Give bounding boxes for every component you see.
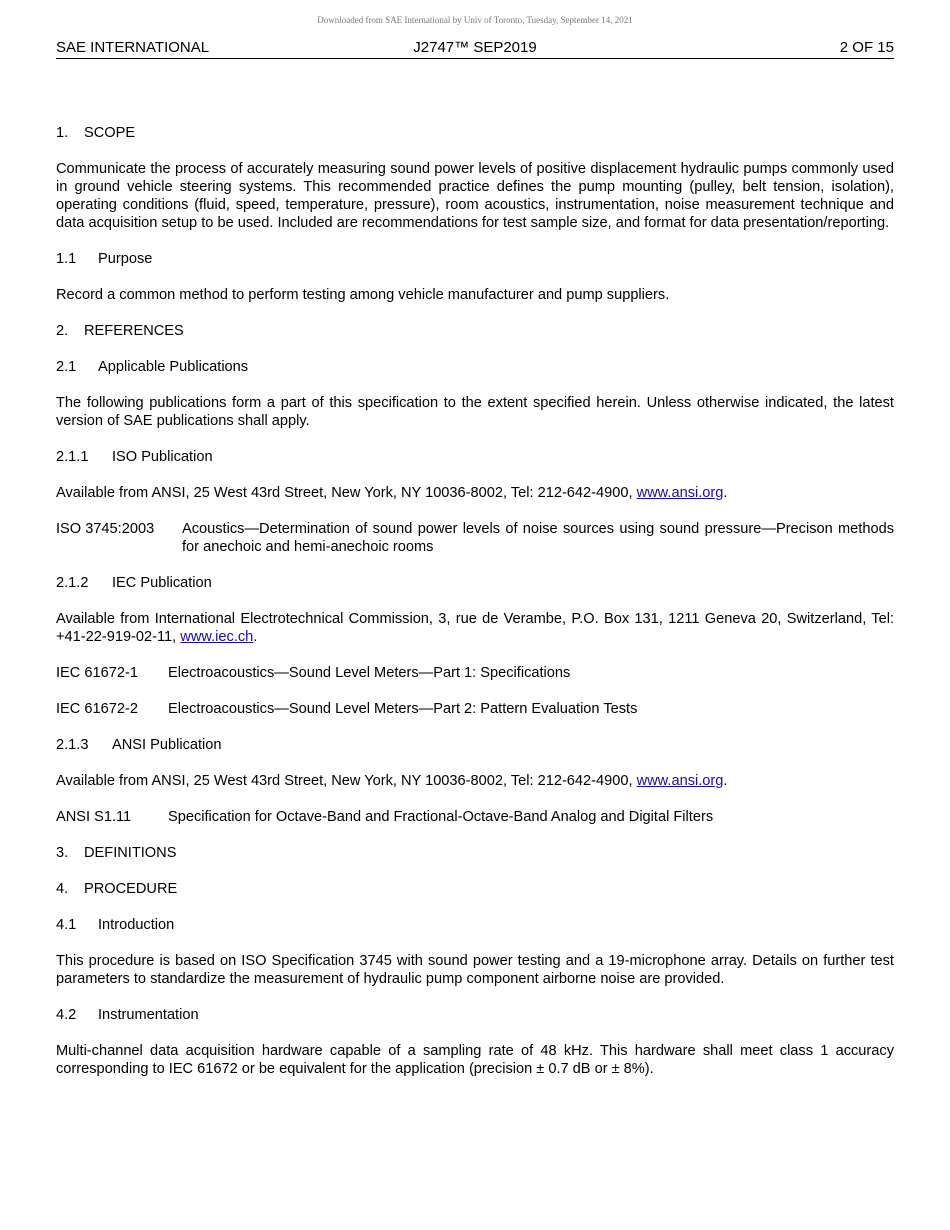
section-title: DEFINITIONS [84, 845, 177, 861]
section-2-heading [56, 322, 894, 340]
scope-paragraph: Communicate the process of accurately measuring sound power levels of positive displacement hydraulic pumps commonly used in ground vehicle steering systems. This recommended practice defines the pump mounting (pulley, belt tension, isolation), operating conditions (fluid, speed, temperature, pressure), room acoustics, instrumentation, noise measurement technique and data acquisition setup to be used. Included are recommendations for test sample size, and format for data presentation/reporting. [56, 161, 894, 231]
download-watermark: Downloaded from SAE International by Univ of Toronto, Tuesday, September 14, 2021 [317, 15, 633, 25]
reference-entry [56, 700, 894, 718]
section-title: Introduction [98, 917, 175, 933]
section-2-1-1-heading [56, 448, 894, 466]
availability-suffix: . [253, 629, 258, 645]
section-title: Purpose [98, 251, 153, 267]
section-4-2-heading [56, 1006, 894, 1024]
section-number: 4.1 [56, 917, 77, 933]
section-title: ISO Publication [112, 449, 213, 465]
applicable-publications-paragraph: The following publications form a part of this specification to the extent specified herein. Unless otherwise indicated, the latest version of SAE publications shall apply. [56, 395, 894, 429]
reference-code: ISO 3745:2003 [56, 521, 155, 537]
section-title: PROCEDURE [84, 881, 178, 897]
section-2-1-3-heading [56, 736, 894, 754]
section-number: 2.1.2 [56, 575, 89, 591]
section-1-heading [56, 124, 894, 142]
section-3-heading [56, 844, 894, 862]
header-document-id: J2747™ SEP2019 [413, 39, 537, 56]
iso-availability [56, 484, 894, 502]
section-number: 2.1 [56, 359, 77, 375]
availability-suffix: . [723, 485, 728, 501]
availability-text: Available from ANSI, 25 West 43rd Street, New York, NY 10036-8002, Tel: 212-642-4900, [56, 773, 637, 789]
section-number: 1. [56, 125, 69, 141]
page-header [56, 38, 894, 59]
reference-title: Electroacoustics—Sound Level Meters—Part 2: Pattern Evaluation Tests [168, 701, 638, 717]
section-number: 1.1 [56, 251, 77, 267]
reference-entry [56, 664, 894, 682]
section-title: IEC Publication [112, 575, 212, 591]
document-body [56, 124, 894, 1096]
section-title: Instrumentation [98, 1007, 199, 1023]
reference-code: IEC 61672-2 [56, 701, 138, 717]
reference-code: ANSI S1.11 [56, 809, 132, 825]
section-title: SCOPE [84, 125, 136, 141]
header-page-number: 2 OF 15 [839, 39, 894, 56]
ansi-availability [56, 772, 894, 790]
reference-entry [56, 520, 894, 556]
section-title: Applicable Publications [98, 359, 249, 375]
section-4-heading [56, 880, 894, 898]
availability-suffix: . [723, 773, 728, 789]
ansi-link[interactable]: www.ansi.org [636, 773, 724, 789]
section-number: 2.1.1 [56, 449, 89, 465]
reference-title: Specification for Octave-Band and Fractional-Octave-Band Analog and Digital Filters [168, 809, 714, 825]
reference-code: IEC 61672-1 [56, 665, 138, 681]
section-4-1-heading [56, 916, 894, 934]
instrumentation-paragraph: Multi-channel data acquisition hardware capable of a sampling rate of 48 kHz. This hardware shall meet class 1 accuracy corresponding to IEC 61672 or be equivalent for the application (precision ± 0.7 dB or ± 8%). [56, 1043, 894, 1077]
section-number: 4.2 [56, 1007, 77, 1023]
section-number: 2. [56, 323, 69, 339]
section-number: 2.1.3 [56, 737, 89, 753]
section-2-1-2-heading [56, 574, 894, 592]
purpose-paragraph: Record a common method to perform testing among vehicle manufacturer and pump suppliers. [56, 287, 670, 303]
ansi-link[interactable]: www.ansi.org [636, 485, 724, 501]
iec-link[interactable]: www.iec.ch [180, 629, 254, 645]
section-title: REFERENCES [84, 323, 184, 339]
section-1-1-heading [56, 250, 894, 268]
section-number: 3. [56, 845, 69, 861]
availability-text: Available from International Electrotechnical Commission, 3, rue de Verambe, P.O. Box 131, 1211 Geneva 20, Switzerland, Tel: +41-22-919-02-11, [56, 611, 894, 645]
section-number: 4. [56, 881, 69, 897]
reference-title: Acoustics—Determination of sound power levels of noise sources using sound pressure—Precison methods for anechoic and hemi-anechoic rooms [182, 521, 894, 555]
reference-entry [56, 808, 894, 826]
section-title: ANSI Publication [112, 737, 222, 753]
availability-text: Available from ANSI, 25 West 43rd Street, New York, NY 10036-8002, Tel: 212-642-4900, [56, 485, 637, 501]
introduction-paragraph: This procedure is based on ISO Specification 3745 with sound power testing and a 19-microphone array. Details on further test parameters to standardize the measurement of hydraulic pump component airborne noise are provided. [56, 953, 894, 987]
section-2-1-heading [56, 358, 894, 376]
header-publisher: SAE INTERNATIONAL [56, 39, 210, 56]
iec-availability [56, 610, 894, 646]
reference-title: Electroacoustics—Sound Level Meters—Part 1: Specifications [168, 665, 571, 681]
